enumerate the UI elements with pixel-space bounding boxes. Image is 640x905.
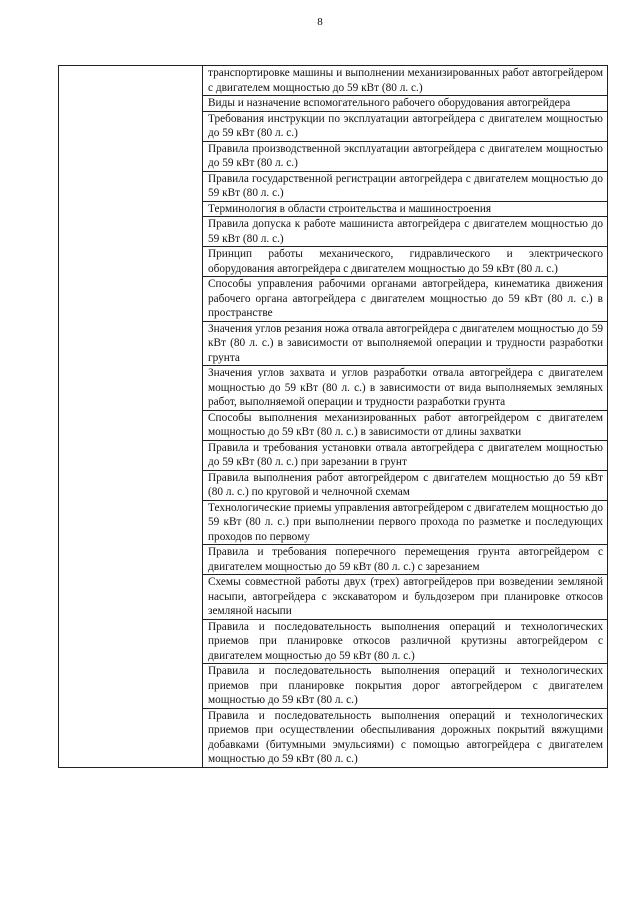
knowledge-item-cell: Правила выполнения работ автогрейдером с двигателем мощностью до 59 кВт (80 л. с.) по круговой и челночной схемам [203,470,608,500]
knowledge-item-cell: Принцип работы механического, гидравлического и электрического оборудования автогрейдера с двигателем мощностью до 59 кВт (80 л. с.) [203,247,608,277]
knowledge-item-cell: Способы выполнения механизированных работ автогрейдером с двигателем мощностью до 59 кВт (80 л. с.) в зависимости от длины захватки [203,410,608,440]
knowledge-item-cell: Правила производственной эксплуатации автогрейдера с двигателем мощностью до 59 кВт (80 л. с.) [203,141,608,171]
knowledge-item-cell: Правила допуска к работе машиниста автогрейдера с двигателем мощностью до 59 кВт (80 л. с.) [203,217,608,247]
knowledge-item-cell: Схемы совместной работы двух (трех) автогрейдеров при возведении земляной насыпи, автогрейдера с экскаватором и бульдозером при планировке откосов земляной насыпи [203,575,608,620]
knowledge-item-cell: Значения углов резания ножа отвала автогрейдера с двигателем мощностью до 59 кВт (80 л. с.) в зависимости от выполняемой операции и трудности разработки грунта [203,321,608,366]
knowledge-item-cell: Способы управления рабочими органами автогрейдера, кинематика движения рабочего органа автогрейдера с двигателем мощностью до 59 кВт (80 л. с.) в пространстве [203,277,608,322]
page-number: 8 [317,16,323,28]
knowledge-item-cell: Терминология в области строительства и машиностроения [203,201,608,217]
knowledge-item-cell: Правила и последовательность выполнения операций и технологических приемов при планировке покрытия дорог автогрейдером с двигателем мощностью до 59 кВт (80 л. с.) [203,664,608,709]
knowledge-item-cell: Правила и последовательность выполнения операций и технологических приемов при планировке откосов различной крутизны автогрейдером с двигателем мощностью до 59 кВт (80 л. с.) [203,619,608,664]
knowledge-item-cell: Технологические приемы управления автогрейдером с двигателем мощностью до 59 кВт (80 л. с.) при выполнении первого прохода по разметке и последующих проходов по первому [203,500,608,545]
knowledge-item-cell: Правила и требования установки отвала автогрейдера с двигателем мощностью до 59 кВт (80 л. с.) при зарезании в грунт [203,440,608,470]
table-body [59,66,608,768]
knowledge-item-cell: Значения углов захвата и углов разработки отвала автогрейдера с двигателем мощностью до 59 кВт (80 л. с.) в зависимости от вида выполняемых земляных работ, выполняемой операции и трудности разработки грунта [203,366,608,411]
left-column-cell [59,66,203,768]
knowledge-item-cell: Правила государственной регистрации автогрейдера с двигателем мощностью до 59 кВт (80 л. с.) [203,171,608,201]
knowledge-item-cell: Требования инструкции по эксплуатации автогрейдера с двигателем мощностью до 59 кВт (80 л. с.) [203,111,608,141]
knowledge-table [58,65,608,768]
knowledge-item-cell: Правила и требования поперечного перемещения грунта автогрейдером с двигателем мощностью до 59 кВт (80 л. с.) с зарезанием [203,545,608,575]
knowledge-item-cell: транспортировке машины и выполнении механизированных работ автогрейдером с двигателем мощностью до 59 кВт (80 л. с.) [203,66,608,96]
knowledge-item-cell: Правила и последовательность выполнения операций и технологических приемов при осуществлении обеспыливания дорожных покрытий вяжущими добавками (битумными эмульсиями) с помощью автогрейдера с двигателем мощностью до 59 кВт (80 л. с.) [203,708,608,767]
knowledge-item-cell: Виды и назначение вспомогательного рабочего оборудования автогрейдера [203,96,608,112]
table-row [59,66,608,96]
